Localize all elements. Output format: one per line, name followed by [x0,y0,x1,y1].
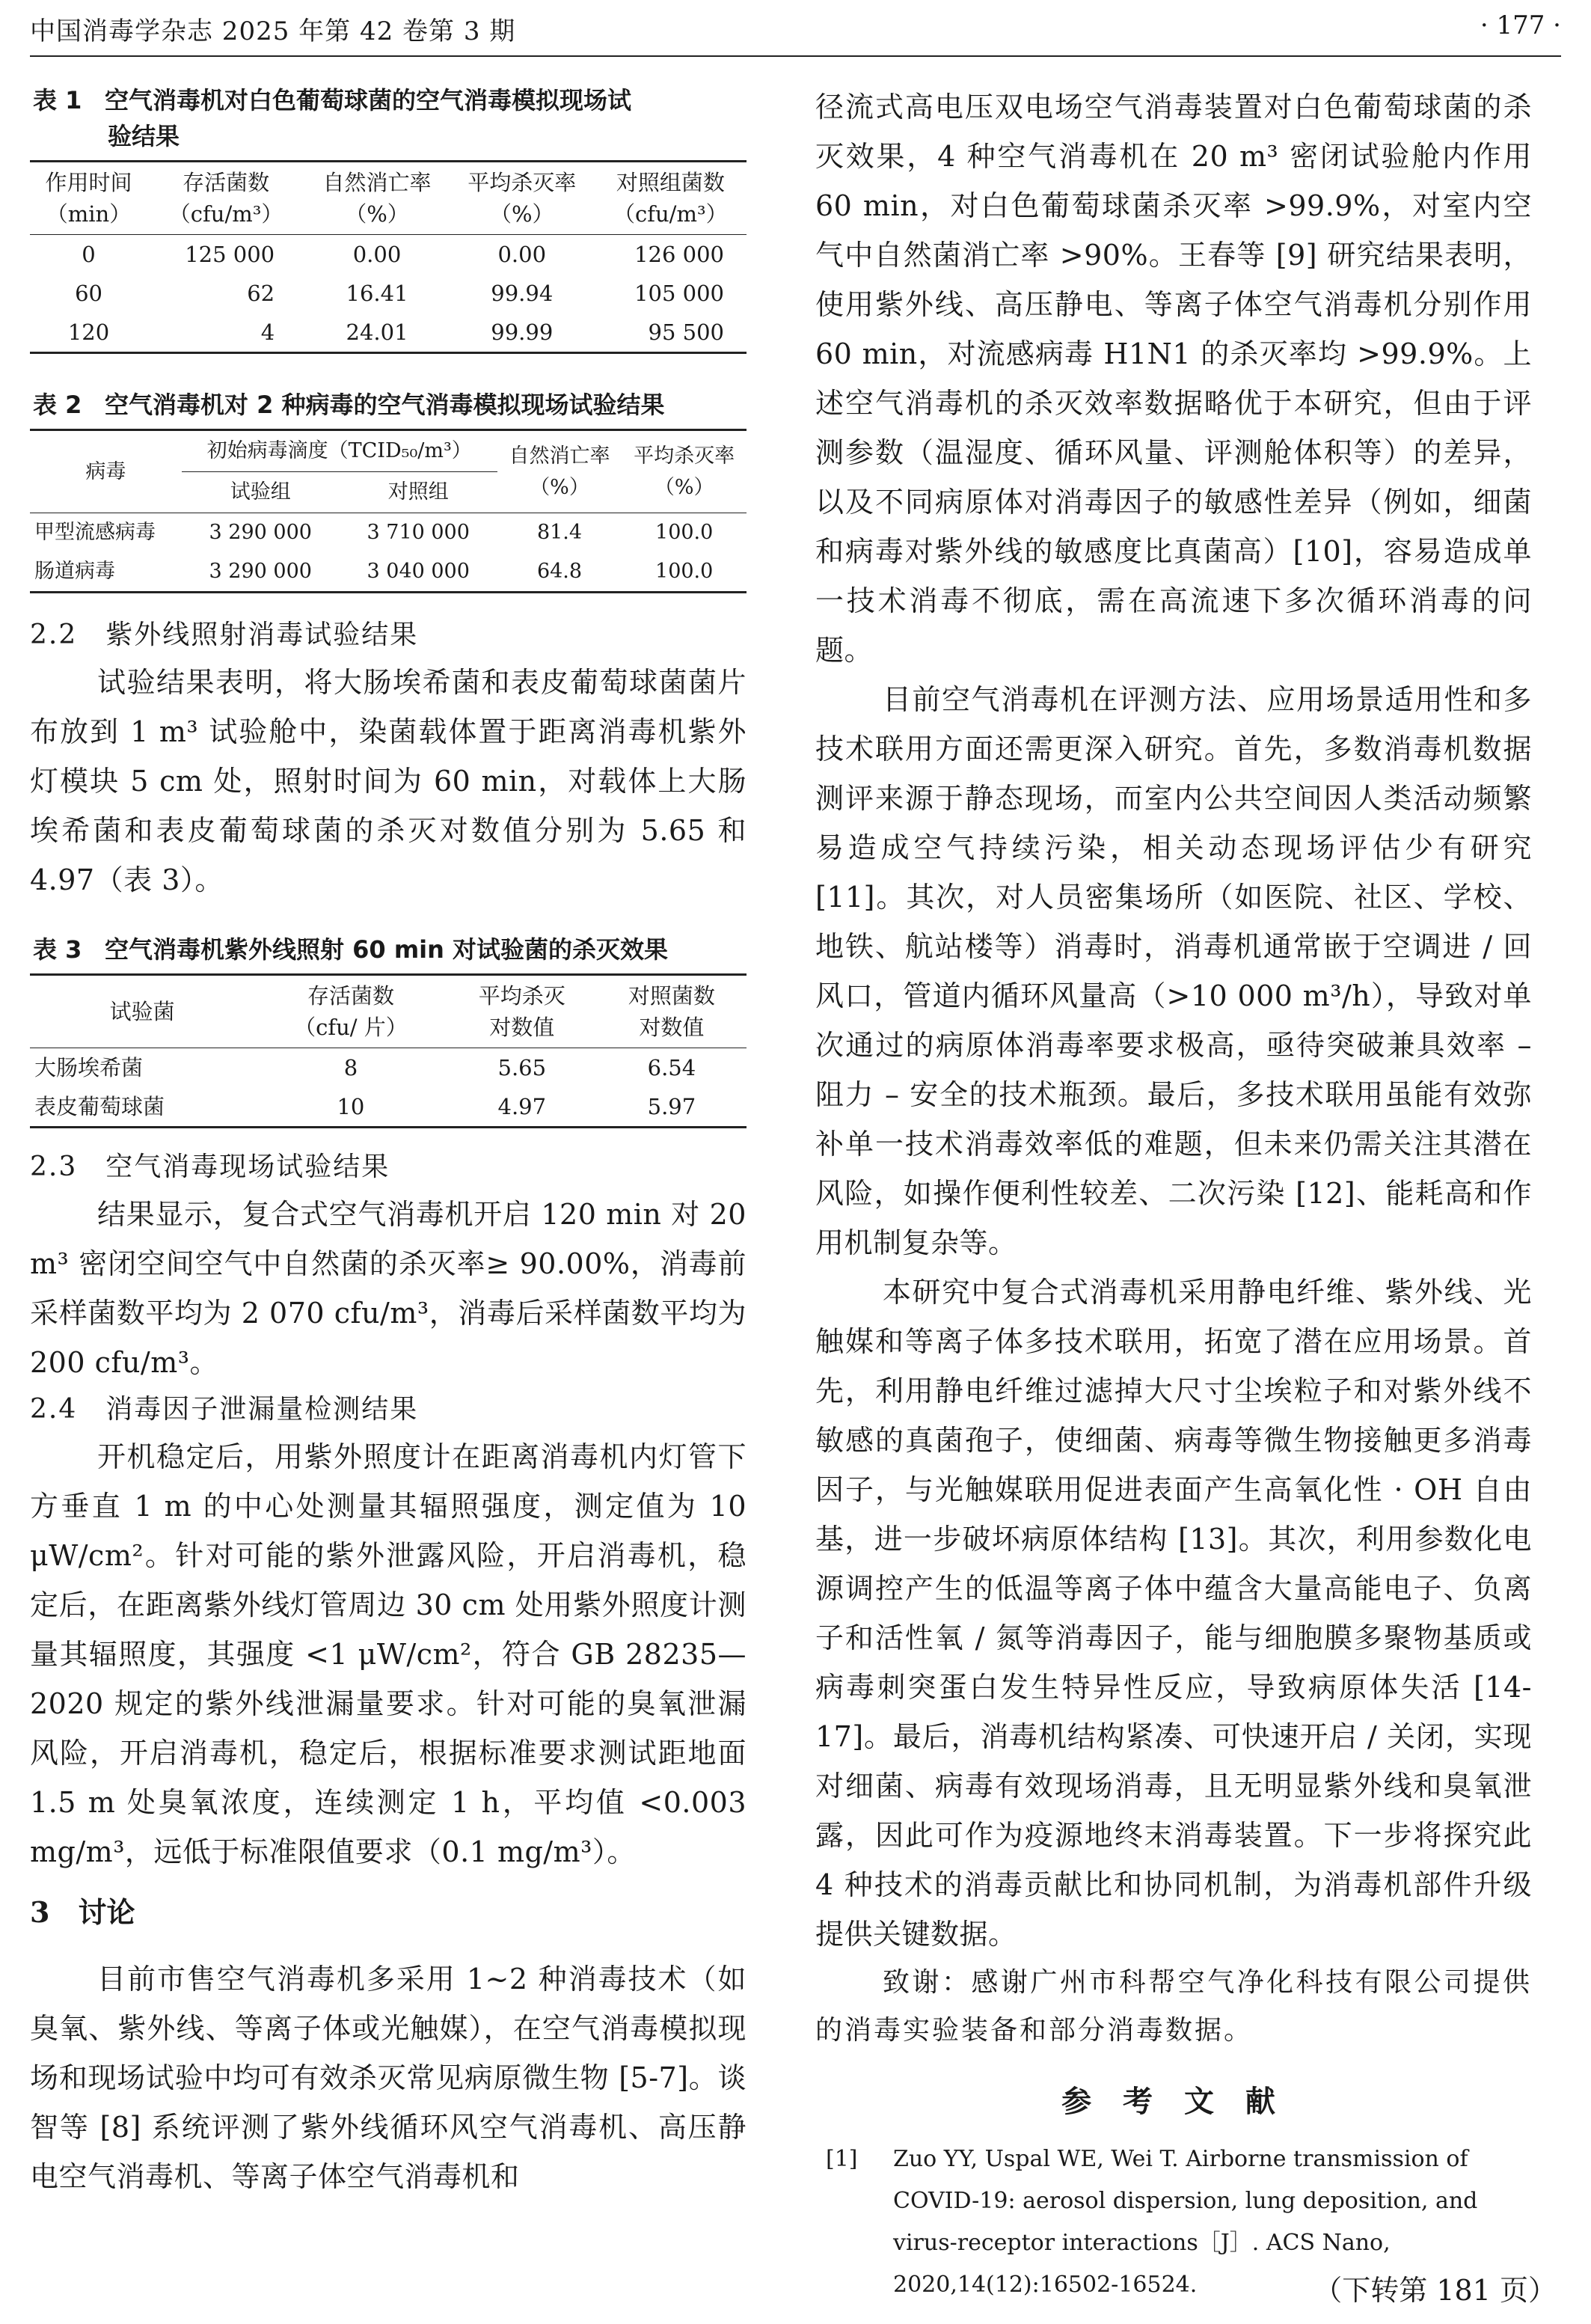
table3-header [447,975,597,1048]
table-cell: 81.4 [536,521,583,544]
header-line: 对照菌数 [628,983,715,1009]
header-line: 作用时间 [45,170,132,195]
table-cell: 95 500 [648,319,724,345]
reference-number: [1] [826,2146,858,2172]
table-cell: 6.54 [647,1055,696,1080]
header-unit: （min） [46,201,132,227]
table2-header-row [30,430,747,472]
table-row [30,1048,747,1088]
table-cell: 3 040 000 [367,560,470,583]
table2-header-virus: 病毒 [30,430,182,513]
table-cell: 肠道病毒 [34,560,115,583]
table-row [30,1087,747,1128]
table-cell: 99.99 [491,319,554,345]
references-title: 参 考 文 献 [1061,2084,1286,2119]
header-line: 平均杀灭 [478,983,565,1009]
table-cell: 105 000 [634,281,724,306]
table1-header [30,162,147,235]
table1-header [450,162,595,235]
table3-header [254,975,447,1048]
table3-label: 表 3 [33,935,82,964]
table2-header-natural [497,430,622,513]
table1-header [304,162,450,235]
section-3-paragraph-1: 目前市售空气消毒机多采用 1~2 种消毒技术（如臭氧、紫外线、等离子体或光触媒），在空气消毒模拟现场和现场试验中均可有效杀灭常见病原微生物 [5-7]。谈智等 [8] 系统评测了紫外线循环风空气消毒机、高压静电空气消毒机、等离子体空气消毒机和 [30,1963,747,2193]
header-unit: （cfu/m³） [613,201,728,227]
header-line: 对照组菌数 [616,170,725,195]
table-cell: 99.94 [491,281,554,306]
header-line: 平均杀灭率 [468,170,577,195]
header-unit: （%） [489,201,554,227]
running-header [30,10,1561,57]
table-cell: 4.97 [497,1094,547,1119]
header-unit: （%） [530,475,589,499]
section-3-heading: 3 讨论 [30,1895,135,1929]
table1 [30,160,747,354]
table-cell: 3 290 000 [209,521,312,544]
page-number: · 177 · [1480,10,1561,40]
table3-header: 试验菌 [109,999,175,1024]
table-cell: 10 [337,1094,365,1119]
table2-header-test: 试验组 [182,472,340,513]
table1-label: 表 1 [33,86,82,114]
header-unit: （%） [345,201,409,227]
table1-title-line2: 验结果 [108,122,180,150]
table-row [30,235,747,275]
table-cell: 3 290 000 [209,560,312,583]
table-row [30,313,747,353]
section-3-paragraph-2: 目前空气消毒机在评测方法、应用场景适用性和多技术联用方面还需更深入研究。首先，多数消毒机数据测评来源于静态现场，而室内公共空间因人类活动频繁易造成空气持续污染，相关动态现场评估少有研究 [11]。其次，对人员密集场所（如医院、社区、学校、地铁、航站楼等）消毒时，消毒机通常嵌于空调进 / 回风口，管道内循环风量高（>10 000 m³/h），导致对单次通过的病原体消毒率要求极高，亟待突破兼具效率 – 阻力 – 安全的技术瓶颈。最后，多技术联用虽能有效弥补单一技术消毒效率低的难题，但未来仍需关注其潜在风险，如操作便利性较差、二次污染 [12]、能耗高和作用机制复杂等。 [815,683,1532,1259]
table-cell: 62 [247,281,275,306]
header-line: 存活菌数 [183,170,270,195]
table-cell: 0.00 [497,242,547,267]
table1-header-row [30,162,747,235]
table-cell: 3 710 000 [367,521,470,544]
table2-title: 空气消毒机对 2 种病毒的空气消毒模拟现场试验结果 [105,391,665,419]
table1-header [147,162,304,235]
table-cell: 60 [75,281,102,306]
section-2-3-heading: 2.3 空气消毒现场试验结果 [30,1152,390,1182]
table3 [30,973,747,1128]
section-3-paragraph-1-continued: 径流式高电压双电场空气消毒装置对白色葡萄球菌的杀灭效果，4 种空气消毒机在 20 m³ 密闭试验舱内作用 60 min，对白色葡萄球菌杀灭率 >99.9%，对室内空气中自然菌消亡率 >90%。王春等 [9] 研究结果表明，使用紫外线、高压静电、等离子体空气消毒机分别作用 60 min，对流感病毒 H1N1 的杀灭率均 >99.9%。上述空气消毒机的杀灭效率数据略优于本研究，但由于评测参数（温湿度、循环风量、评测舱体积等）的差异，以及不同病原体对消毒因子的敏感性差异（例如，细菌和病毒对紫外线的敏感度比真菌高）[10]，容易造成单一技术消毒不彻底，需在高流速下多次循环消毒的问题。 [815,91,1532,667]
table-cell: 表皮葡萄球菌 [34,1094,165,1119]
acknowledgement: 致谢：感谢广州市科帮空气净化科技有限公司提供的消毒实验装备和部分消毒数据。 [815,1967,1532,2046]
header-unit: （%） [654,475,714,499]
table-cell: 0 [82,242,96,267]
header-line: 自然消亡率 [509,444,610,468]
table3-header [597,975,747,1048]
table1-caption [30,82,747,118]
table2-header-control: 对照组 [340,472,497,513]
continued-note: （下转第 181 页） [1313,2274,1557,2307]
table3-caption [30,932,747,967]
left-column [30,82,747,2201]
table3-title: 空气消毒机紫外线照射 60 min 对试验菌的杀灭效果 [105,935,669,964]
table-cell: 64.8 [536,560,583,583]
table-cell: 24.01 [346,319,408,345]
section-3-paragraph-3: 本研究中复合式消毒机采用静电纤维、紫外线、光触媒和等离子体多技术联用，拓宽了潜在应用场景。首先，利用静电纤维过滤掉大尺寸尘埃粒子和对紫外线不敏感的真菌孢子，使细菌、病毒等微生物接触更多消毒因子，与光触媒联用促进表面产生高氧化性 · OH 自由基，进一步破坏病原体结构 [13]。其次，利用参数化电源调控产生的低温等离子体中蕴含大量高能电子、负离子和活性氧 / 氮等消毒因子，能与细胞膜多聚物基质或病毒刺突蛋白发生特异性反应，导致病原体失活 [14-17]。最后，消毒机结构紧凑、可快速开启 / 关闭，实现对细菌、病毒有效现场消毒，且无明显紫外线和臭氧泄露，因此可作为疫源地终末消毒装置。下一步将探究此 4 种技术的消毒贡献比和协同机制，为消毒机部件升级提供关键数据。 [815,1276,1532,1951]
section-2-3-paragraph: 结果显示，复合式空气消毒机开启 120 min 对 20 m³ 密闭空间空气中自然菌的杀灭率≥ 90.00%，消毒前采样菌数平均为 2 070 cfu/m³，消毒后采样菌数平均为 200 cfu/m³。 [30,1198,747,1379]
table2-header-titer: 初始病毒滴度（TCID₅₀/m³） [182,430,497,472]
table-cell: 125 000 [185,242,275,267]
section-2-2-heading: 2.2 紫外线照射消毒试验结果 [30,620,419,650]
header-unit: （cfu/ 片） [294,1015,408,1040]
table-row [30,552,747,593]
header-line: 平均杀灭率 [634,444,735,468]
table-cell: 16.41 [346,281,408,306]
table-cell: 126 000 [634,242,724,267]
table1-title-line1: 空气消毒机对白色葡萄球菌的空气消毒模拟现场试 [105,86,632,114]
section-2-4-heading: 2.4 消毒因子泄漏量检测结果 [30,1394,419,1425]
table-cell: 8 [343,1055,358,1080]
header-unit: 对数值 [489,1015,555,1040]
table3-header-row [30,975,747,1048]
header-unit: 对数值 [639,1015,705,1040]
table-cell: 100.0 [655,521,714,544]
table-row [30,513,747,553]
header-unit: （cfu/m³） [168,201,283,227]
table-row [30,274,747,313]
table2-header-kill [622,430,747,513]
header-line: 自然消亡率 [322,170,432,195]
table2 [30,429,747,593]
table-cell: 0.00 [352,242,402,267]
table-cell: 甲型流感病毒 [34,521,156,544]
table-cell: 100.0 [655,560,714,583]
section-2-2-paragraph: 试验结果表明，将大肠埃希菌和表皮葡萄球菌菌片布放到 1 m³ 试验舱中，染菌载体置于距离消毒机紫外灯模块 5 cm 处，照射时间为 60 min，对载体上大肠埃希菌和表皮葡萄球菌的杀灭对数值分别为 5.65 和 4.97（表 3）。 [30,666,747,896]
table2-label: 表 2 [33,391,82,419]
section-2-4-paragraph: 开机稳定后，用紫外照度计在距离消毒机内灯管下方垂直 1 m 的中心处测量其辐照强度，测定值为 10 μW/cm²。针对可能的紫外泄露风险，开启消毒机，稳定后，在距离紫外线灯管周边 30 cm 处用紫外照度计测量其辐照度，其强度 <1 μW/cm²，符合 GB 28235—2020 规定的紫外线泄漏量要求。针对可能的臭氧泄漏风险，开启消毒机，稳定后，根据标准要求测试距地面 1.5 m 处臭氧浓度，连续测定 1 h，平均值 <0.003 mg/m³，远低于标准限值要求（0.1 mg/m³）。 [30,1440,747,1868]
table-cell: 4 [260,319,275,345]
journal-title: 中国消毒学杂志 2025 年第 42 卷第 3 期 [30,16,516,46]
table2-caption [30,387,747,423]
table-cell: 120 [67,319,110,345]
table1-header [595,162,747,235]
table-cell: 5.97 [647,1094,696,1119]
table-cell: 5.65 [497,1055,547,1080]
reference-text: Zuo YY, Uspal WE, Wei T. Airborne transmission of COVID-19: aerosol dispersion, lung deposition, and virus-receptor interactions［J］. ACS Nano, 2020,14(12):16502-16524. [893,2146,1478,2298]
right-column [815,82,1532,2306]
header-line: 存活菌数 [307,983,394,1009]
table-cell: 大肠埃希菌 [34,1055,144,1080]
